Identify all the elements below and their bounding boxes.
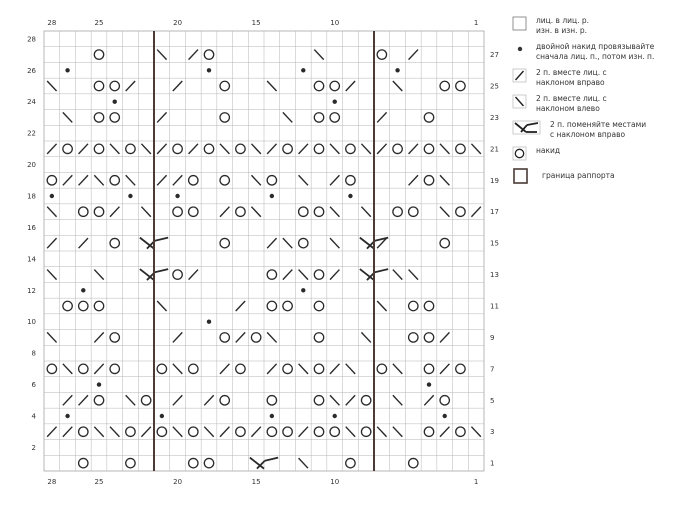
double-yo-symbol xyxy=(301,68,305,72)
circle-icon xyxy=(512,146,528,162)
top-stitch-label: 10 xyxy=(330,19,340,27)
legend-text: накид xyxy=(536,146,561,155)
empty-square-icon xyxy=(512,16,528,32)
left-row-label: 2 xyxy=(31,443,36,452)
top-stitch-label: 20 xyxy=(173,19,183,27)
right-row-label: 15 xyxy=(490,239,499,248)
chart-grid xyxy=(44,31,484,471)
double-yo-symbol xyxy=(81,288,85,292)
bottom-stitch-label: 20 xyxy=(173,478,183,486)
left-row-label: 16 xyxy=(27,223,36,232)
legend-text: 2 п. поменяйте местами xyxy=(550,120,647,129)
legend-text: лиц. в лиц. р. xyxy=(536,16,590,25)
bottom-stitch-label: 10 xyxy=(330,478,340,486)
left-row-label: 24 xyxy=(27,98,36,107)
legend-item-cross-right xyxy=(512,120,688,140)
double-yo-symbol xyxy=(113,100,117,104)
legend-text: двойной накид провязывайте xyxy=(536,42,655,51)
legend-text: сначала лиц. п., потом изн. п. xyxy=(536,52,655,61)
double-yo-symbol xyxy=(333,100,337,104)
double-yo-symbol xyxy=(65,414,69,418)
legend-text: граница раппорта xyxy=(542,171,615,180)
legend-item-repeat-border xyxy=(512,168,688,184)
right-row-label: 23 xyxy=(490,113,499,122)
legend-item-knit xyxy=(512,16,688,36)
legend xyxy=(512,16,688,190)
right-row-label: 3 xyxy=(490,428,495,437)
right-row-label: 13 xyxy=(490,271,499,280)
right-row-label: 5 xyxy=(490,396,495,405)
left-row-label: 10 xyxy=(27,318,36,327)
legend-text: наклоном вправо xyxy=(536,78,605,87)
left-row-label: 4 xyxy=(31,412,36,421)
double-yo-symbol xyxy=(348,194,352,198)
right-row-label: 19 xyxy=(490,176,499,185)
legend-text: 2 п. вместе лиц. с xyxy=(536,68,607,77)
double-yo-symbol xyxy=(128,194,132,198)
left-row-label: 6 xyxy=(31,381,36,390)
legend-item-k2tog-right xyxy=(512,68,688,88)
right-row-label: 17 xyxy=(490,208,499,217)
cross-right-icon xyxy=(512,120,542,136)
right-row-label: 11 xyxy=(490,302,499,311)
legend-text: изн. в изн. р. xyxy=(536,26,588,35)
left-row-label: 14 xyxy=(27,255,36,264)
double-yo-symbol xyxy=(301,288,305,292)
double-yo-symbol xyxy=(207,320,211,324)
double-yo-symbol xyxy=(395,68,399,72)
bottom-stitch-label: 1 xyxy=(473,478,479,486)
legend-text: наклоном влево xyxy=(536,104,600,113)
double-yo-symbol xyxy=(443,414,447,418)
repeat-border-icon xyxy=(512,168,534,184)
bottom-stitch-label: 28 xyxy=(47,478,57,486)
double-yo-symbol xyxy=(427,382,431,386)
legend-item-k2tog-left xyxy=(512,94,688,114)
legend-item-double-yo xyxy=(512,42,688,62)
left-row-label: 18 xyxy=(27,192,36,201)
top-stitch-label: 25 xyxy=(94,19,104,27)
legend-text: с наклоном вправо xyxy=(550,130,626,139)
double-yo-symbol xyxy=(207,68,211,72)
left-row-label: 22 xyxy=(27,129,36,138)
double-yo-symbol xyxy=(175,194,179,198)
top-stitch-label: 1 xyxy=(473,19,479,27)
double-yo-symbol xyxy=(270,194,274,198)
legend-text: 2 п. вместе лиц. с xyxy=(536,94,607,103)
bottom-stitch-label: 25 xyxy=(94,478,104,486)
dot-icon xyxy=(512,42,528,58)
right-row-label: 21 xyxy=(490,145,499,154)
bottom-stitch-label: 15 xyxy=(251,478,261,486)
left-row-label: 28 xyxy=(27,35,36,44)
right-row-label: 7 xyxy=(490,365,495,374)
right-row-label: 27 xyxy=(490,51,499,60)
double-yo-symbol xyxy=(65,68,69,72)
slash-left-icon xyxy=(512,94,528,110)
slash-right-icon xyxy=(512,68,528,84)
top-stitch-label: 28 xyxy=(47,19,57,27)
left-row-label: 26 xyxy=(27,66,36,75)
right-row-label: 9 xyxy=(490,333,495,342)
right-row-label: 25 xyxy=(490,82,499,91)
right-row-label: 1 xyxy=(490,459,495,468)
left-row-label: 8 xyxy=(31,349,36,358)
double-yo-symbol xyxy=(270,414,274,418)
top-stitch-label: 15 xyxy=(251,19,261,27)
double-yo-symbol xyxy=(160,414,164,418)
left-row-label: 12 xyxy=(27,286,36,295)
legend-item-yarn-over xyxy=(512,146,688,162)
double-yo-symbol xyxy=(97,382,101,386)
double-yo-symbol xyxy=(50,194,54,198)
left-row-label: 20 xyxy=(27,161,36,170)
double-yo-symbol xyxy=(333,414,337,418)
